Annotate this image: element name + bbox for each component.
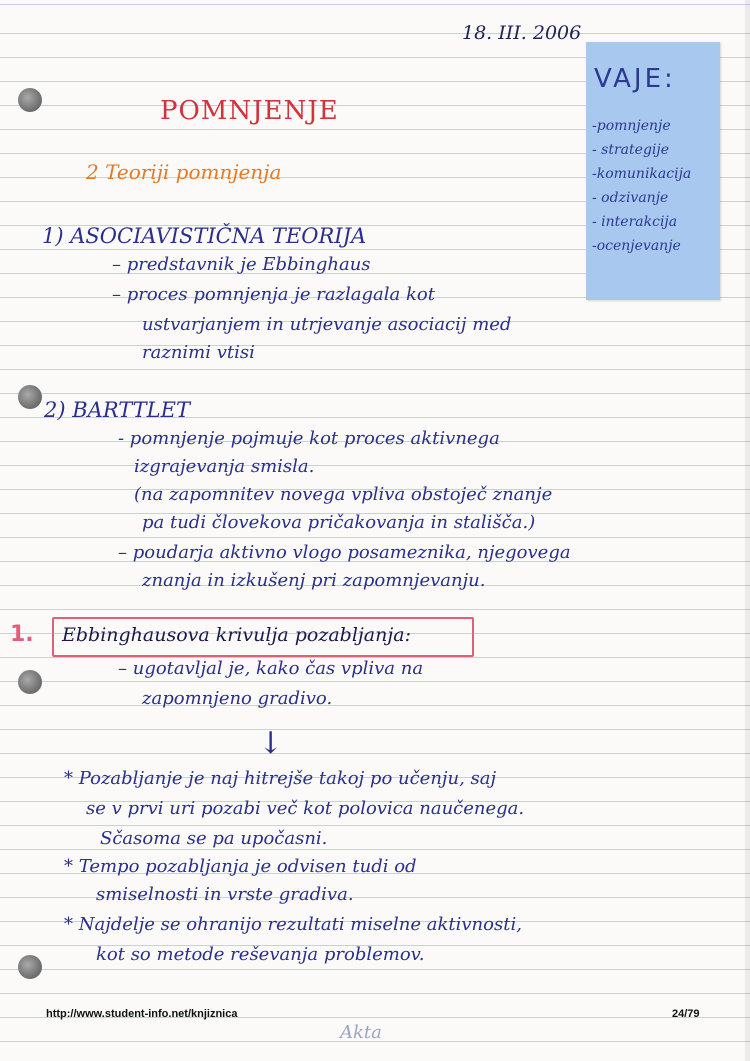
- theory2-heading: 2) BARTTLET: [44, 398, 190, 422]
- section-line: – ugotavljal je, kako čas vpliva na: [118, 658, 424, 679]
- theory2-line: - pomnjenje pojmuje kot proces aktivnega: [118, 428, 500, 449]
- sticky-note-title: VAJE:: [594, 64, 676, 94]
- binder-hole: [18, 955, 42, 979]
- page-title: POMNJENJE: [160, 96, 339, 126]
- sticky-note-item: -ocenjevanje: [592, 238, 681, 254]
- sticky-note-item: - strategije: [592, 142, 670, 158]
- section-number: 1.: [10, 622, 34, 647]
- theory2-line: – poudarja aktivno vlogo posameznika, njegovega: [118, 542, 571, 563]
- brand-logo: Akta: [340, 1022, 382, 1043]
- theory1-line: – predstavnik je Ebbinghaus: [112, 254, 371, 275]
- binder-hole: [18, 385, 42, 409]
- theory2-line: pa tudi človekova pričakovanja in stališča.): [142, 512, 536, 533]
- sticky-note-item: -komunikacija: [592, 166, 692, 182]
- theory2-line: znanja in izkušenj pri zapomnjevanju.: [142, 570, 486, 591]
- theory1-heading: 1) ASOCIAVISTIČNA TEORIJA: [42, 224, 367, 248]
- bullet-line: * Pozabljanje je naj hitrejše takoj po učenju, saj: [64, 768, 497, 789]
- section-heading: Ebbinghausova krivulja pozabljanja:: [62, 624, 411, 646]
- theory1-line: ustvarjanjem in utrjevanje asociacij med: [142, 314, 512, 335]
- date: 18. III. 2006: [462, 22, 582, 44]
- theory1-line: – proces pomnjenja je razlagala kot: [112, 284, 435, 305]
- sticky-note-item: - interakcija: [592, 214, 678, 230]
- bullet-line: smiselnosti in vrste gradiva.: [96, 884, 354, 905]
- theory2-line: izgrajevanja smisla.: [134, 456, 315, 477]
- bullet-line: * Tempo pozabljanja je odvisen tudi od: [64, 856, 417, 877]
- theory1-line: raznimi vtisi: [142, 342, 255, 363]
- bullet-line: se v prvi uri pozabi več kot polovica naučenega.: [86, 798, 525, 819]
- binder-hole: [18, 670, 42, 694]
- sticky-note-item: - odzivanje: [592, 190, 669, 206]
- bullet-line: * Najdelje se ohranijo rezultati miselne aktivnosti,: [64, 914, 522, 935]
- footer-link[interactable]: http://www.student-info.net/knjiznica: [46, 1008, 238, 1020]
- theory2-line: (na zapomnitev novega vpliva obstoječ znanje: [134, 484, 553, 505]
- bullet-line: Sčasoma se pa upočasni.: [100, 828, 328, 849]
- page-number: 24/79: [672, 1008, 700, 1020]
- bullet-line: kot so metode reševanja problemov.: [96, 944, 425, 965]
- binder-hole: [18, 88, 42, 112]
- down-arrow-icon: ↓: [258, 726, 284, 761]
- subtitle: 2 Teoriji pomnjenja: [86, 160, 282, 184]
- section-line: zapomnjeno gradivo.: [142, 688, 333, 709]
- sticky-note-item: -pomnjenje: [592, 118, 671, 134]
